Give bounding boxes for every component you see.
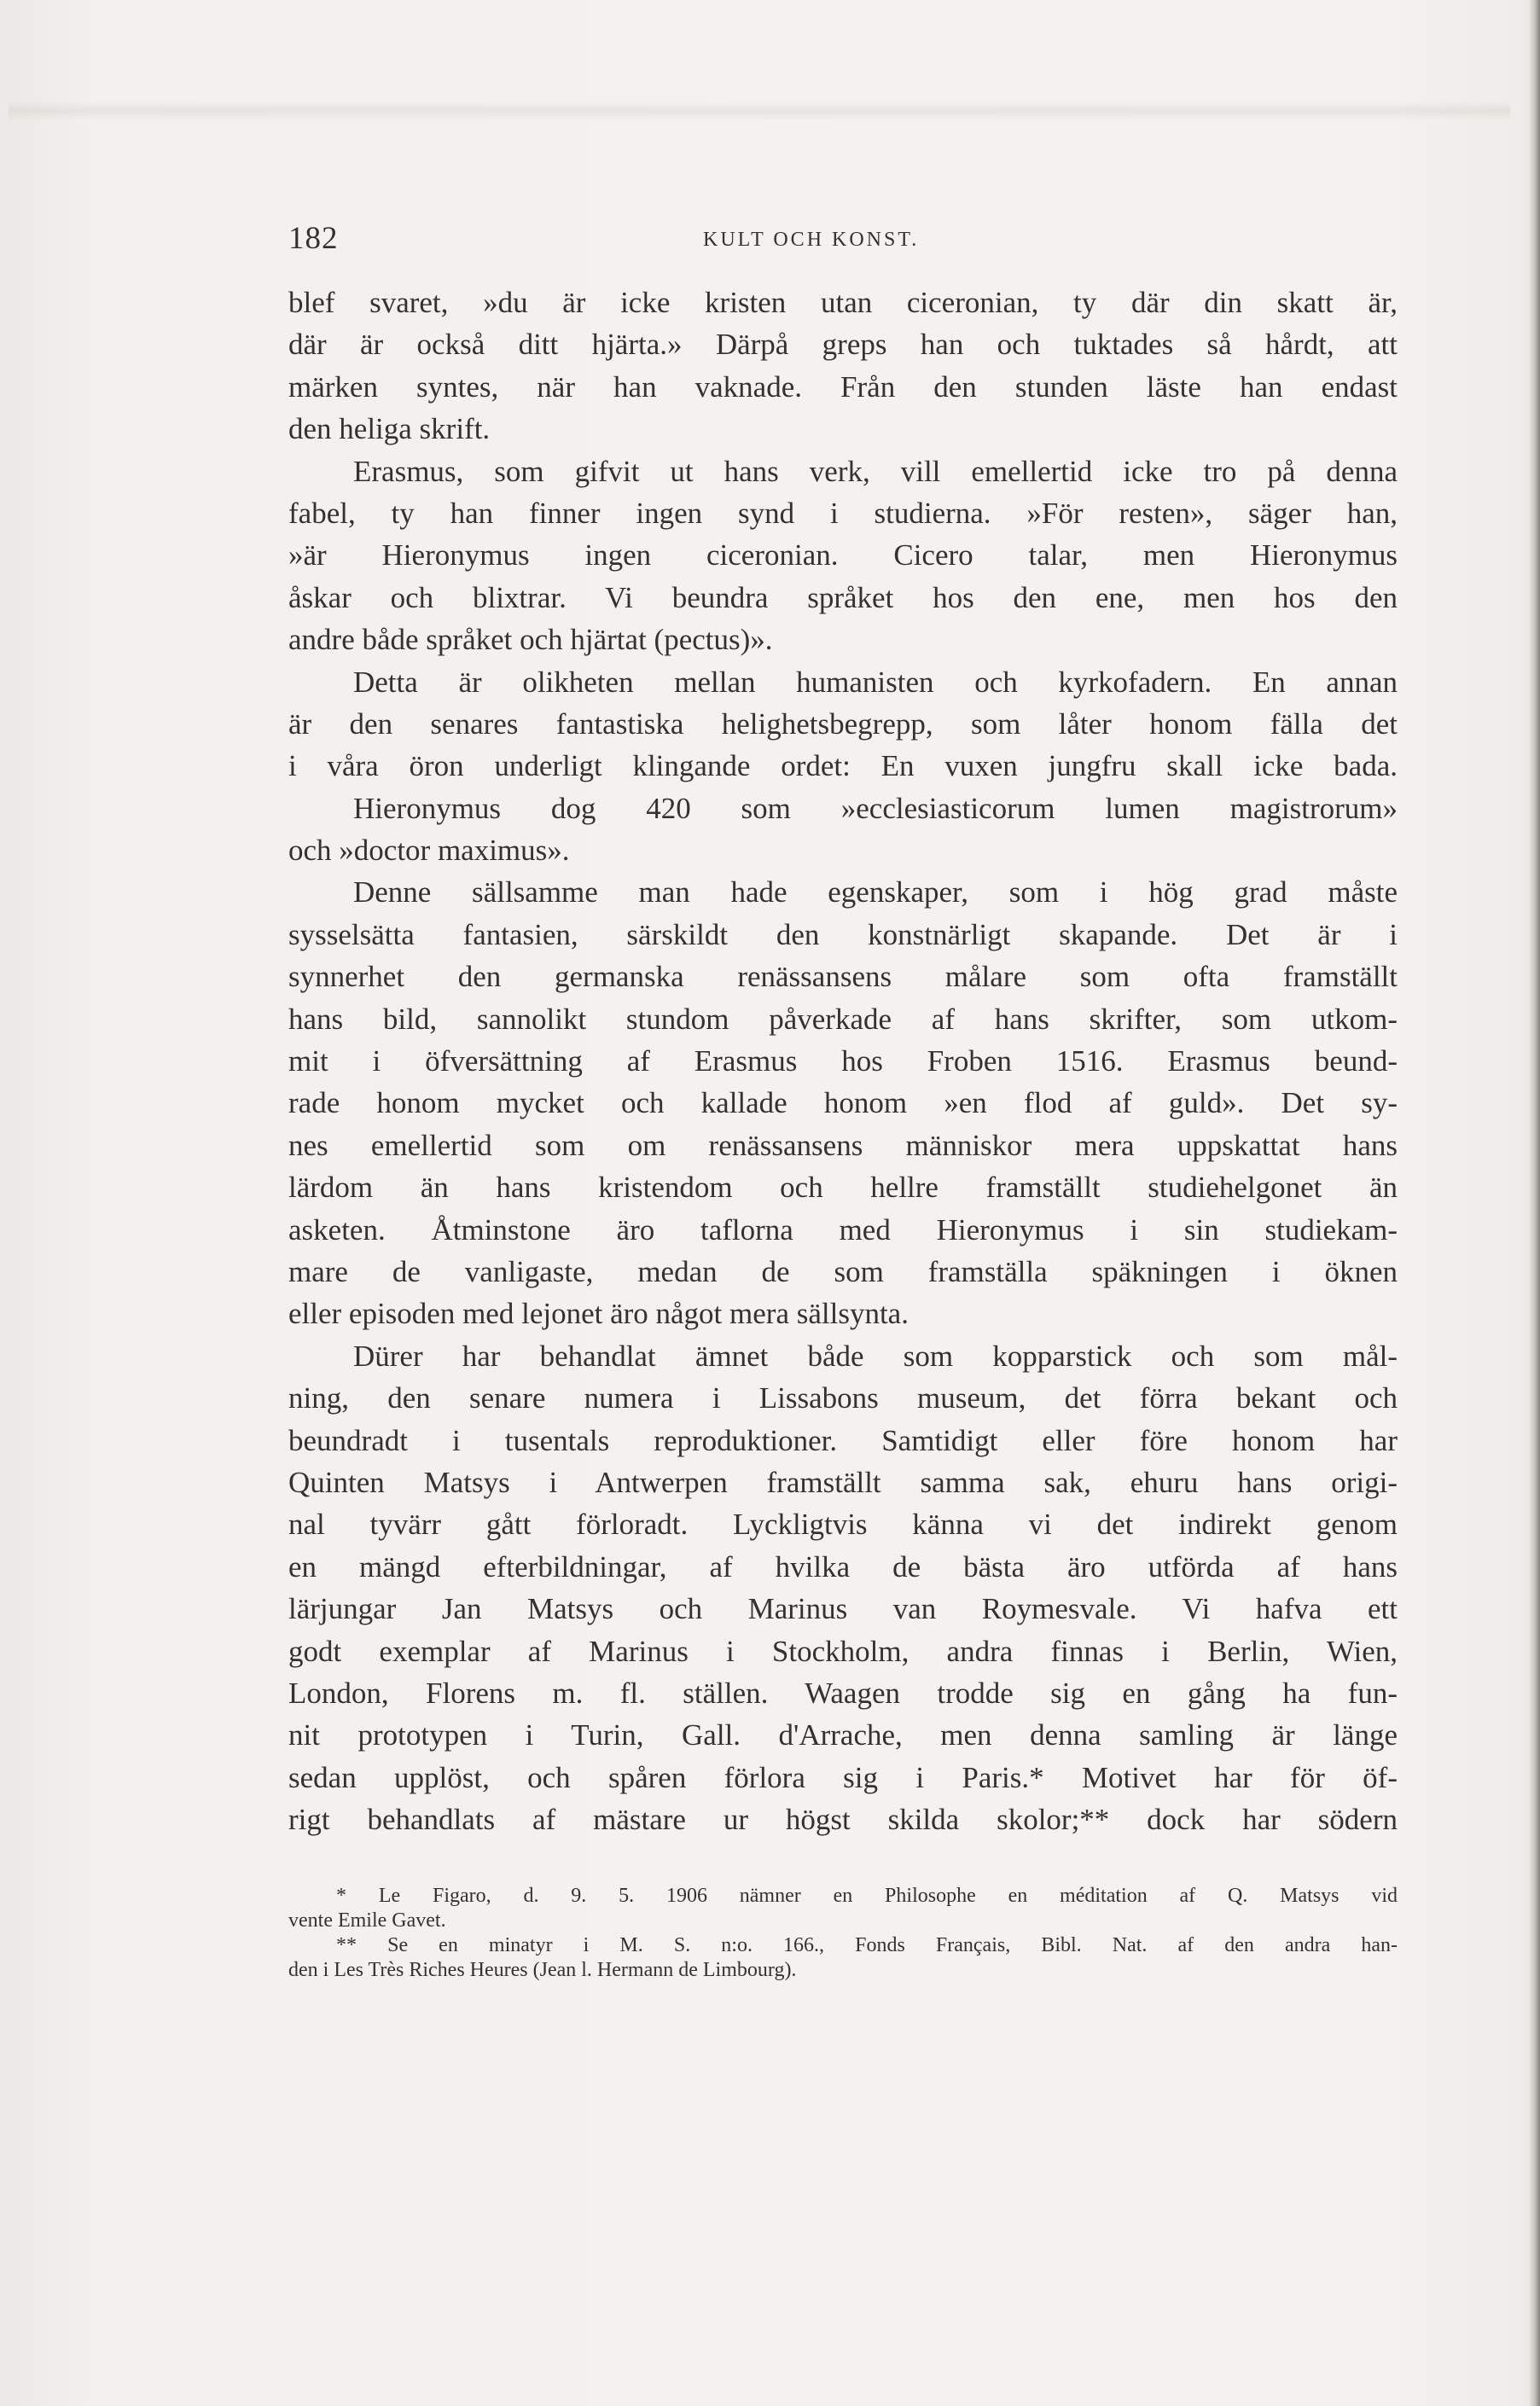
running-title: KULT OCH KONST. [703, 229, 920, 251]
text-line: i våra öron underligt klingande ordet: En vuxen jungfru skall icke bada. [288, 749, 1398, 783]
text-line: sedan upplöst, och spåren förlora sig i Paris.* Motivet har för öf- [288, 1760, 1398, 1794]
text-line: och »doctor maximus». [288, 834, 570, 868]
text-line: asketen. Åtminstone äro taflorna med Hieronymus i sin studiekam- [288, 1212, 1398, 1247]
text-line: nal tyvärr gått förloradt. Lyckligtvis känna vi det indirekt genom [288, 1508, 1398, 1542]
text-line: Quinten Matsys i Antwerpen framställt samma sak, ehuru hans origi- [288, 1465, 1398, 1499]
page-number: 182 [288, 221, 339, 256]
text-line: hans bild, sannolikt stundom påverkade af hans skrifter, som utkom- [288, 1002, 1398, 1036]
text-line: Denne sällsamme man hade egenskaper, som i hög grad måste [353, 875, 1398, 910]
text-line: Hieronymus dog 420 som »ecclesiasticorum lumen magistrorum» [353, 791, 1398, 825]
footnote-line: * Le Figaro, d. 9. 5. 1906 nämner en Philosophe en méditation af Q. Matsys vid [336, 1885, 1398, 1907]
page-edge-shadow [1528, 0, 1540, 2406]
text-line: nes emellertid som om renässansens människor mera uppskattat hans [288, 1128, 1398, 1162]
footnote-line: ** Se en minatyr i M. S. n:o. 166., Fonds Français, Bibl. Nat. af den andra han- [336, 1934, 1398, 1956]
text-line: Dürer har behandlat ämnet både som kopparstick och som mål- [353, 1339, 1398, 1373]
footnote-line: den i Les Très Riches Heures (Jean l. Hermann de Limbourg). [288, 1959, 797, 1981]
text-line: Erasmus, som gifvit ut hans verk, vill emellertid icke tro på denna [353, 454, 1398, 488]
text-line: godt exemplar af Marinus i Stockholm, andra finnas i Berlin, Wien, [288, 1634, 1398, 1668]
text-line: den heliga skrift. [288, 412, 491, 446]
footnotes [288, 1884, 1398, 1983]
text-line: fabel, ty han finner ingen synd i studierna. »För resten», säger han, [288, 496, 1398, 530]
text-line: sysselsätta fantasien, särskildt den konstnärligt skapande. Det är i [288, 917, 1398, 951]
text-line: lärdom än hans kristendom och hellre framställt studiehelgonet än [288, 1171, 1398, 1205]
footnote-line: vente Emile Gavet. [288, 1909, 446, 1932]
text-line: lärjungar Jan Matsys och Marinus van Roymesvale. Vi hafva ett [288, 1592, 1398, 1626]
text-line: nit prototypen i Turin, Gall. d'Arrache, men denna samling är länge [288, 1718, 1398, 1752]
text-line: rigt behandlats af mästare ur högst skilda skolor;** dock har södern [288, 1803, 1398, 1837]
text-line: åskar och blixtrar. Vi beundra språket hos den ene, men hos den [288, 580, 1398, 614]
text-line: beundradt i tusentals reproduktioner. Samtidigt eller före honom har [288, 1423, 1398, 1457]
text-line: mit i öfversättning af Erasmus hos Froben 1516. Erasmus beund- [288, 1044, 1398, 1078]
text-line: London, Florens m. fl. ställen. Waagen trodde sig en gång ha fun- [288, 1676, 1398, 1710]
page-header [288, 220, 1402, 263]
text-line: en mängd efterbildningar, af hvilka de bästa äro utförda af hans [288, 1549, 1398, 1584]
text-line: mare de vanligaste, medan de som framställa späkningen i öknen [288, 1254, 1398, 1288]
text-line: blef svaret, »du är icke kristen utan ciceronian, ty där din skatt är, [288, 286, 1398, 319]
text-line: märken syntes, när han vaknade. Från den stunden läste han endast [288, 369, 1398, 404]
text-line: där är också ditt hjärta.» Därpå greps han och tuktades så hårdt, att [288, 328, 1398, 362]
body-text [288, 282, 1398, 1840]
text-line: synnerhet den germanska renässansens målare som ofta framställt [288, 960, 1398, 994]
text-line: ning, den senare numera i Lissabons museum, det förra bekant och [288, 1381, 1398, 1415]
text-line: rade honom mycket och kallade honom »en flod af guld». Det sy- [288, 1086, 1398, 1120]
text-line: eller episoden med lejonet äro något mera sällsynta. [288, 1297, 909, 1331]
bleed-through-band [9, 101, 1510, 121]
text-line: andre både språket och hjärtat (pectus)». [288, 623, 773, 657]
text-line: »är Hieronymus ingen ciceronian. Cicero talar, men Hieronymus [288, 538, 1398, 572]
text-line: Detta är olikheten mellan humanisten och kyrkofadern. En annan [353, 665, 1398, 699]
text-line: är den senares fantastiska helighetsbegrepp, som låter honom fälla det [288, 706, 1398, 741]
